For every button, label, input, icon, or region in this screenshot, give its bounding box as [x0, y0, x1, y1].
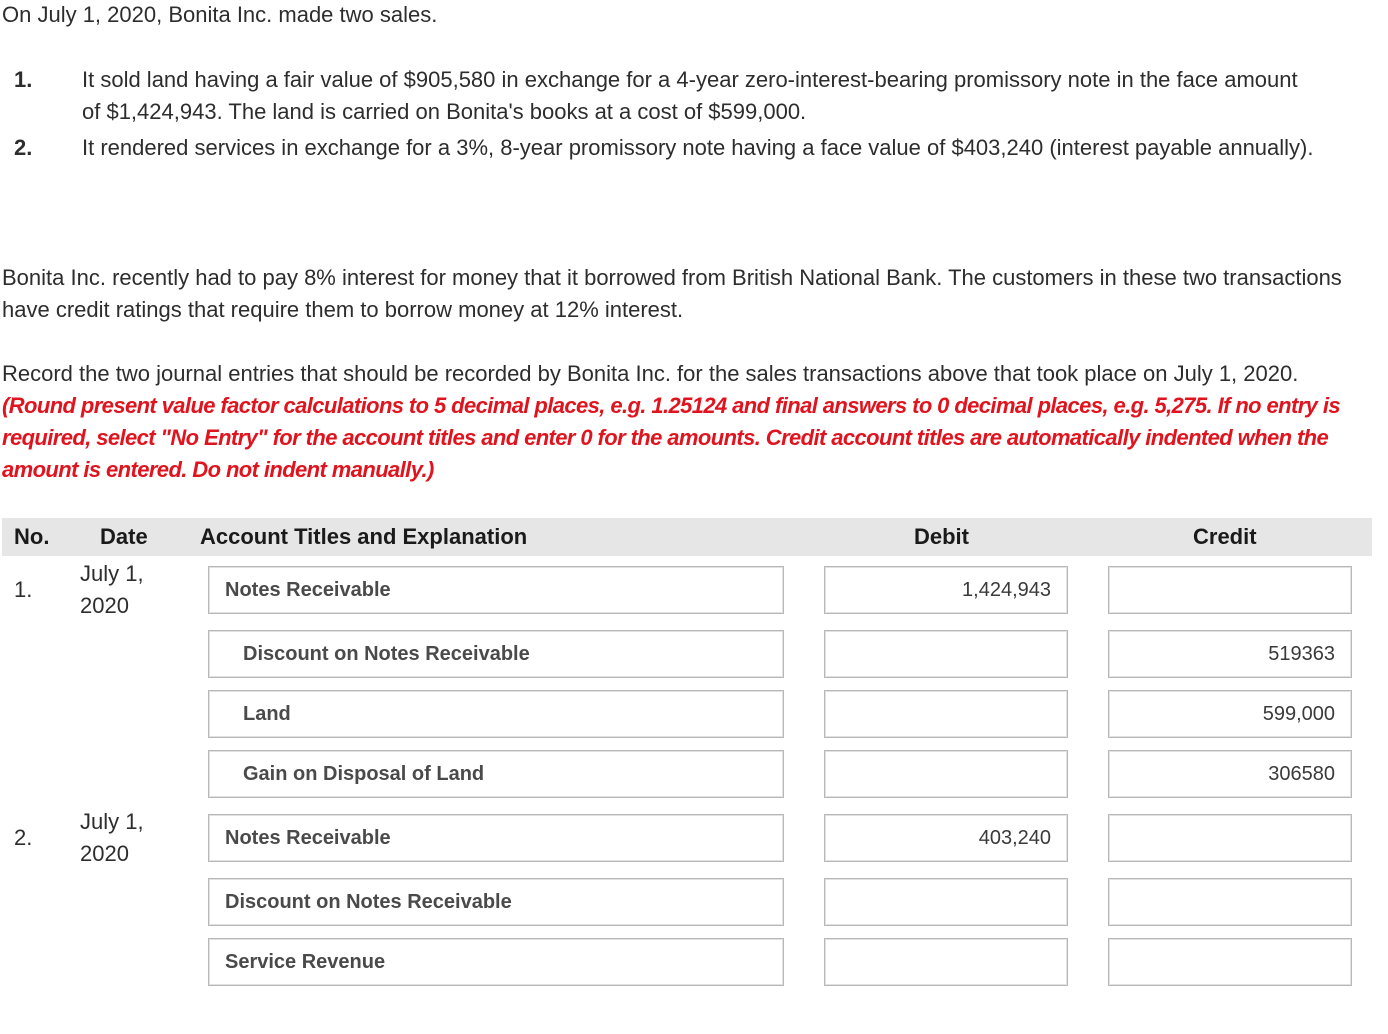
account-field[interactable]: Discount on Notes Receivable [208, 878, 784, 926]
debit-field[interactable] [824, 878, 1068, 926]
credit-field[interactable] [1108, 938, 1352, 986]
list-number: 1. [14, 67, 33, 92]
credit-field[interactable]: 519363 [1108, 630, 1352, 678]
transaction-list [14, 64, 1314, 164]
list-text: It sold land having a fair value of $905,580 in exchange for a 4-year zero-interest-bearing promissory note in the face amount of $1,424,943. The land is carried on Bonita's books at a cost of $599,000. [82, 67, 1298, 124]
account-field[interactable]: Gain on Disposal of Land [208, 750, 784, 798]
instructions-text: Record the two journal entries that should be recorded by Bonita Inc. for the sales transactions above that took place on July 1, 2020. [2, 361, 1299, 386]
account-field[interactable]: Service Revenue [208, 938, 784, 986]
entry-number: 1. [14, 577, 33, 602]
debit-field[interactable] [824, 630, 1068, 678]
list-number: 2. [14, 135, 33, 160]
header-no: No. [14, 524, 50, 549]
interest-paragraph: Bonita Inc. recently had to pay 8% interest for money that it borrowed from British National Bank. The customers in these two transactions have credit ratings that require them to borrow money at 12% interest. [2, 265, 1342, 322]
header-debit: Debit [914, 524, 969, 549]
credit-field[interactable]: 306580 [1108, 750, 1352, 798]
journal-table-header [2, 518, 1372, 556]
entry-date-line2: 2020 [80, 593, 129, 618]
list-item [14, 64, 1314, 128]
credit-field[interactable]: 599,000 [1108, 690, 1352, 738]
debit-field[interactable]: 1,424,943 [824, 566, 1068, 614]
debit-field[interactable]: 403,240 [824, 814, 1068, 862]
rounding-instruction: (Round present value factor calculations to 5 decimal places, e.g. 1.25124 and final answers to 0 decimal places, e.g. 5,275. If no entry is required, select "No Entry" for the account titles and enter 0 for the amounts. Credit account titles are automatically indented when the amount is entered. Do not indent manually.) [2, 393, 1340, 482]
entry-number: 2. [14, 825, 33, 850]
header-credit: Credit [1193, 524, 1257, 549]
account-field[interactable]: Notes Receivable [208, 566, 784, 614]
credit-field[interactable] [1108, 814, 1352, 862]
entry-date-line2: 2020 [80, 841, 129, 866]
list-item [14, 132, 1314, 164]
debit-field[interactable] [824, 938, 1068, 986]
entry-date-line1: July 1, [80, 561, 144, 586]
debit-field[interactable] [824, 690, 1068, 738]
list-text: It rendered services in exchange for a 3%, 8-year promissory note having a face value of $403,240 (interest payable annually). [82, 135, 1314, 160]
debit-field[interactable] [824, 750, 1068, 798]
account-field[interactable]: Discount on Notes Receivable [208, 630, 784, 678]
account-field[interactable]: Notes Receivable [208, 814, 784, 862]
instructions-paragraph [2, 358, 1372, 486]
credit-field[interactable] [1108, 566, 1352, 614]
header-account: Account Titles and Explanation [200, 524, 528, 549]
header-date: Date [100, 524, 148, 549]
account-field[interactable]: Land [208, 690, 784, 738]
credit-field[interactable] [1108, 878, 1352, 926]
entry-date-line1: July 1, [80, 809, 144, 834]
intro-text: On July 1, 2020, Bonita Inc. made two sales. [2, 2, 438, 27]
